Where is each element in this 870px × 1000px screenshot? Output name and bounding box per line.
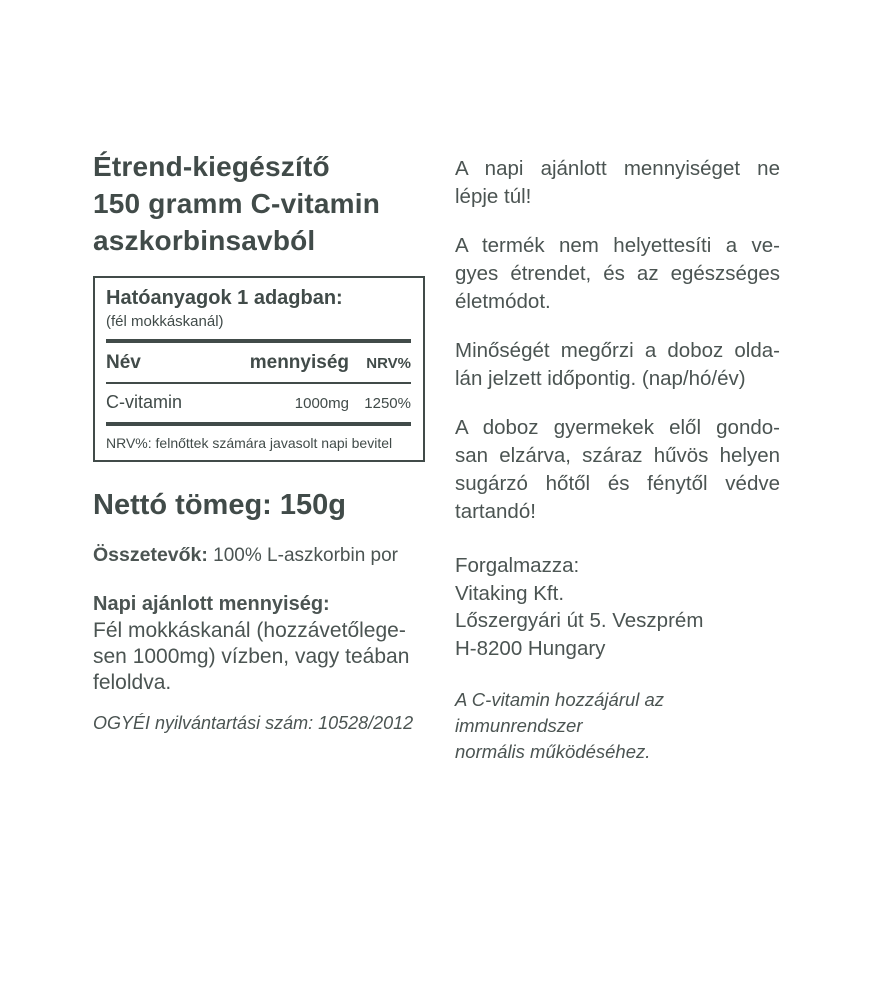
right-column xyxy=(455,148,780,765)
distributor-country: H-8200 Hungary xyxy=(455,636,606,660)
notice-paragraph-3 xyxy=(455,337,780,393)
facts-col-amount: mennyiség xyxy=(249,352,349,373)
facts-header-row xyxy=(106,343,411,382)
health-claim xyxy=(455,687,780,765)
distributor-label: Forgalmazza: xyxy=(455,554,580,577)
dosage-text xyxy=(93,618,425,696)
notice-line: sugárzó hőtől és fénytől védve xyxy=(455,472,780,495)
net-weight-heading: Nettó tömeg: 150g xyxy=(93,489,346,521)
dosage-line-3: feloldva. xyxy=(93,671,172,694)
product-title-line-1: Étrend-kiegészítő xyxy=(93,151,330,182)
facts-col-nrv: NRV% xyxy=(366,355,411,372)
notice-line: san elzárva, száraz hűvös helyen xyxy=(455,444,780,467)
notice-line: gyes étrendet, és az egészséges xyxy=(455,262,780,285)
facts-heading: Hatóanyagok 1 adagban: xyxy=(106,287,343,309)
dosage-line-2: sen 1000mg) vízben, vagy teában xyxy=(93,645,410,668)
facts-col-name: Név xyxy=(106,352,141,373)
claim-line-1: A C-vitamin hozzájárul az immunrendszer xyxy=(455,689,665,736)
notice-paragraph-2 xyxy=(455,232,780,316)
facts-cell-amount: 1000mg xyxy=(294,395,349,412)
facts-footnote: NRV%: felnőttek számára javasolt napi bevitel xyxy=(106,435,393,451)
notice-paragraph-1 xyxy=(455,155,780,211)
distributor-block xyxy=(455,552,780,662)
ingredients-value: 100% L-aszkorbin por xyxy=(213,545,398,566)
ingredients-line xyxy=(93,543,425,568)
ingredients-label: Összetevők: xyxy=(93,544,208,566)
facts-cell-name: C-vitamin xyxy=(106,392,183,412)
notice-line: A napi ajánlott mennyiséget ne xyxy=(455,157,780,180)
notice-line: lépje túl! xyxy=(455,185,532,208)
dosage-heading: Napi ajánlott mennyiség: xyxy=(93,593,330,615)
notice-line: lán jelzett időpontig. (nap/hó/év) xyxy=(455,367,746,390)
notice-line: Minőségét megőrzi a doboz olda- xyxy=(455,339,780,362)
notice-line: A termék nem helyettesíti a ve- xyxy=(455,234,780,257)
left-column xyxy=(93,148,425,765)
distributor-company: Vitaking Kft. xyxy=(455,581,565,605)
facts-data-row xyxy=(106,384,411,422)
facts-cell-nrv: 1250% xyxy=(364,395,411,412)
product-title-line-3: aszkorbinsavból xyxy=(93,225,316,256)
claim-line-2: normális működéséhez. xyxy=(455,741,651,762)
distributor-street: Lőszergyári út 5. Veszprém xyxy=(455,609,704,632)
product-title-line-2: 150 gramm C-vitamin xyxy=(93,188,381,219)
notice-line: tartandó! xyxy=(455,500,536,523)
registration-number: OGYÉI nyilvántartási szám: 10528/2012 xyxy=(93,713,414,733)
supplement-facts-table xyxy=(93,276,425,462)
facts-subheading: (fél mokkáskanál) xyxy=(106,313,224,330)
product-title xyxy=(93,148,425,259)
notice-line: A doboz gyermekek elől gondo- xyxy=(455,416,780,439)
notice-paragraph-4 xyxy=(455,414,780,526)
dosage-line-1: Fél mokkáskanál (hozzávetőlege- xyxy=(93,619,406,642)
notice-line: életmódot. xyxy=(455,290,551,313)
